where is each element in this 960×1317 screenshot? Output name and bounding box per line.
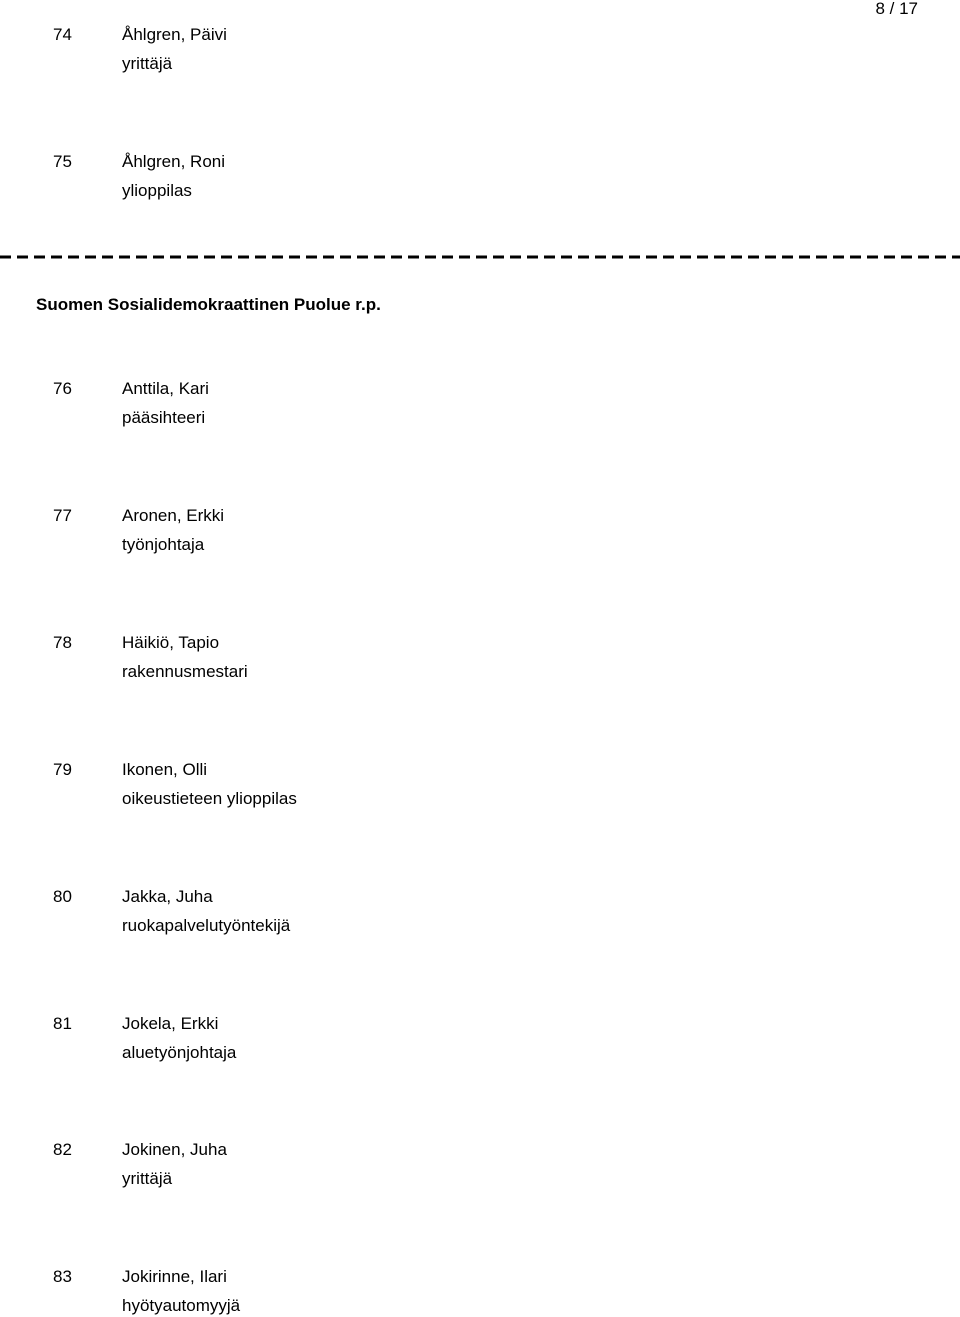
section-divider — [0, 255, 960, 259]
candidate-number: 74 — [53, 25, 72, 44]
party-heading: Suomen Sosialidemokraattinen Puolue r.p. — [36, 295, 381, 314]
candidate-number: 79 — [53, 760, 72, 779]
candidate-occupation: rakennusmestari — [122, 662, 248, 681]
candidate-number: 81 — [53, 1014, 72, 1033]
candidate-name: Åhlgren, Päivi — [122, 25, 227, 44]
candidate-name: Jokinen, Juha — [122, 1140, 227, 1159]
candidate-name: Jokela, Erkki — [122, 1014, 219, 1033]
candidate-occupation: ylioppilas — [122, 181, 192, 200]
candidate-name: Aronen, Erkki — [122, 506, 225, 525]
candidate-number: 75 — [53, 152, 72, 171]
candidate-occupation: yrittäjä — [122, 1169, 173, 1188]
page-number: 8 / 17 — [875, 0, 918, 18]
candidate-occupation: aluetyönjohtaja — [122, 1043, 237, 1062]
candidate-occupation: työnjohtaja — [122, 535, 205, 554]
candidate-name: Anttila, Kari — [122, 379, 209, 398]
candidate-number: 82 — [53, 1140, 72, 1159]
candidate-number: 77 — [53, 506, 72, 525]
candidate-number: 80 — [53, 887, 72, 906]
candidate-name: Ikonen, Olli — [122, 760, 208, 779]
candidate-occupation: ruokapalvelutyöntekijä — [122, 916, 291, 935]
candidate-occupation: oikeustieteen ylioppilas — [122, 789, 297, 808]
candidate-occupation: pääsihteeri — [122, 408, 206, 427]
candidate-number: 83 — [53, 1267, 72, 1286]
candidate-name: Åhlgren, Roni — [122, 152, 226, 171]
candidate-name: Jokirinne, Ilari — [122, 1267, 227, 1286]
candidate-number: 76 — [53, 379, 72, 398]
candidate-name: Jakka, Juha — [122, 887, 213, 906]
candidate-number: 78 — [53, 633, 72, 652]
candidate-occupation: hyötyautomyyjä — [122, 1296, 241, 1315]
candidate-occupation: yrittäjä — [122, 54, 173, 73]
candidate-name: Häikiö, Tapio — [122, 633, 220, 652]
